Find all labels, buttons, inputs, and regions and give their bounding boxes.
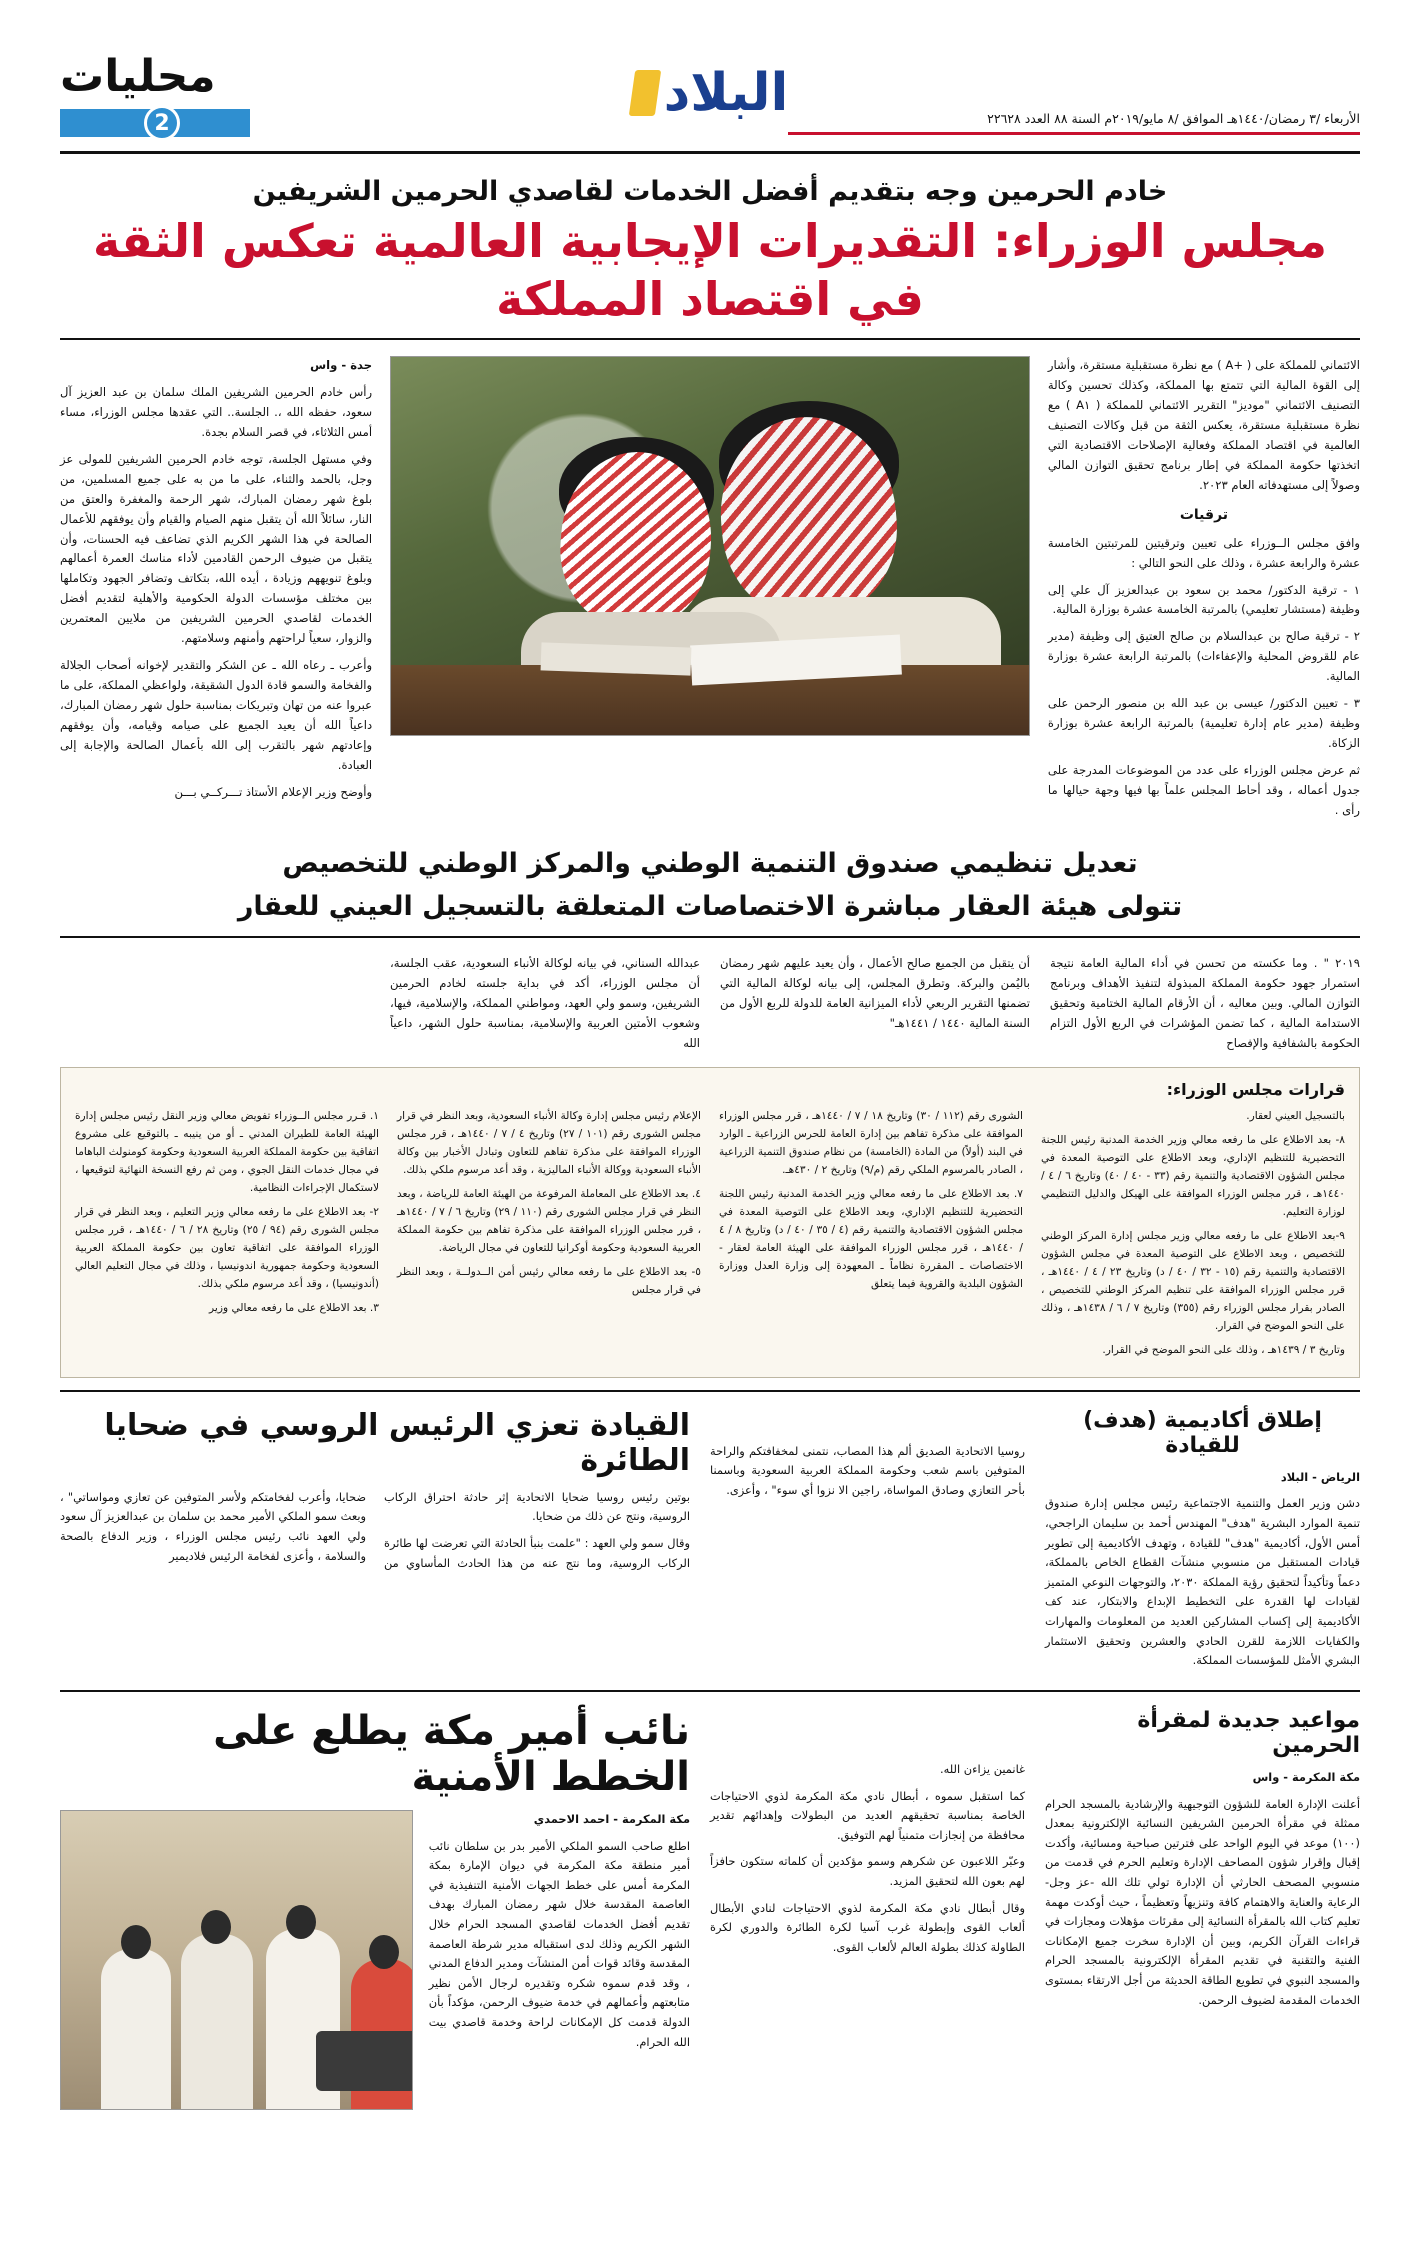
article-condolences [60, 1408, 690, 1678]
dateline: مكة المكرمة - احمد الاحمدي [533, 1811, 690, 1826]
paragraph: ٣ - تعيين الدكتور/ عيسى بن عبد الله بن منصور الرحمن على وظيفة (مدير عام إدارة تعليمية) بالمرتبة الرابعة عشرة بوزارة الزكاة. [1047, 696, 1360, 751]
newspaper-logo [632, 55, 789, 123]
paragraph: أعلنت الإدارة العامة للشؤون التوجيهية والإرشادية بالمسجد الحرام ممثلة في مقرأة الحرمين الشريفين النسائية الإلكترونية بمعدل (١٠٠) موعد في اليوم الواحد على فترتين صباحية ومسائية، وأكدت إقبال وإقرار شؤون المصاحف الإدارة وتعليم الحرم في قدمت من منسوبي المصحف الحارثي أن الإدارة تولي تلك الله -عز وجل- الرعاية والعناية والاهتمام كافة وتنزيهاً وتعظيماً ، حيث أوكدت مهمة تعليم كتاب الله بالمقرأة النسائية إلى مقرئات مؤهلات ومجازات في قراءات القرآن الكريم، وبين أن الإدارة سخرت جميع الإمكانات الفنية والتقنية في تقديم المقرأة الإلكترونية بالمسجد الحرام والمسجد النبوي في تطويع الطاقة الحديثة من أجل الارتقاء بمستوى الخدمات المقدمة لضيوف الرحمن. [1045, 1796, 1360, 2007]
masthead [60, 0, 1360, 137]
paragraph: ٣. بعد الاطلاع على ما رفعه معالي وزير [209, 1301, 379, 1314]
continuation-col-1 [60, 954, 370, 1061]
paragraph: ٢ - ترقية صالح بن عبدالسلام بن صالح العتيق إلى وظيفة (مدير عام للقروض المحلية والإعفاءات) بالمرتبة الرابعة عشرة بوزارة المالية. [1047, 629, 1360, 684]
page-number-bar [60, 109, 250, 137]
article-makkah-deputy [60, 1708, 690, 2110]
decisions-col-4 [1041, 1107, 1345, 1365]
paragraph: الشورى رقم (١١٢ / ٣٠) وتاريخ ١٨ / ٧ / ١٤٤٠هـ ، قرر مجلس الوزراء الموافقة على مذكرة تفاهم بين إدارة العامة للحرس الزراعية ـ الوارد في البند (أولاً) من المادة (الخامسة) من نظام صندوق التنمية الزراعية ، الصادر بالمرسوم الملكي رقم (م/٩) وتاريخ ٢ / ٤٣٠هـ. [719, 1109, 1023, 1176]
article-title: نائب أمير مكة يطلع على الخطط الأمنية [213, 1707, 690, 1800]
dateline: مكة المكرمة - واس [1252, 1769, 1360, 1784]
paragraph: ٢٠١٩ " . وما عكسته من تحسن في أداء المالية العامة نتيجة استمرار جهود حكومة المملكة المبذولة لتنفيذ الأهداف وبرنامج التوازن المالي. وبين معاليه ، أن الأرقام المالية الختامية وتحقيق الاستدامة المالية ، كما تضمن المؤشرات في الربع الأول التزام الحكومة بالشفافية والإفصاح [1050, 956, 1360, 1050]
paragraph: ثم عرض مجلس الوزراء على عدد من الموضوعات المدرجة على جدول أعماله ، وقد أحاط المجلس علماً بها فيها وجهة حيالها ما رأى . [1047, 763, 1360, 817]
issue-date: الأربعاء /٣ رمضان/١٤٤٠هـ الموافق /٨ مايو/٢٠١٩م السنة ٨٨ العدد ٢٢٦٢٨ [987, 111, 1360, 126]
article-condolences-col2 [710, 1408, 1025, 1678]
article-maqraah [1045, 1708, 1360, 2110]
paragraph: وقال أبطال نادي مكة المكرمة لذوي الاحتياجات لنادي الأبطال ألعاب القوى وإبطولة غرب آسيا لكرة الطائرة والدوري لكرة الطاولة كذلك بطولة العالم لألعاب القوى. [710, 1900, 1025, 1954]
paragraph: ١. قـرر مجلس الــوزراء تفويض معالي وزير النقل رئيس مجلس إدارة الهيئة العامة للطيران المدني ـ أو من ينيبه ـ بالتوقيع على مشروع اتفاقية بين حكومة المملكة العربية السعودية وحكومة كومنولث الباهاما في مجال خدمات النقل الجوي ، ومن ثم رفع النسخة النهائية لتوقيعها ، لاستكمال الإجراءات النظامية. [75, 1109, 379, 1194]
paragraph: الائتماني للمملكة على ( +A ) مع نظرة مستقبلية مستقرة، وأشار إلى القوة المالية التي تتمتع بها المملكة، وكذلك تحسين وكالة التصنيف الائتماني "موديز" التقرير الائتماني للمملكة ( A١ ) مع نظرة مستقبلية مستقرة، يعكس الثقة من قبل وكالات التصنيف العالمية في اقتصاد المملكة وفعالية الإصلاحات الاقتصادية التي اتخذتها حكومة المملكة في إطار برنامج تحقيق التوازن المالي وصولاً إلى مستهدفاته العام ٢٠٢٣. [1047, 358, 1361, 492]
bottom-section [60, 1708, 1360, 2110]
paragraph: بوتين رئيس روسيا ضحايا الاتحادية إثر حادثة احتراق الركاب الروسية، ونتج عن ذلك من ضحايا. [384, 1489, 690, 1524]
mid-section [60, 1408, 1360, 1678]
section-divider-2 [60, 1690, 1360, 1692]
continuation-col-2 [390, 954, 700, 1061]
article-title: مواعيد جديدة لمقرأة الحرمين [1137, 1707, 1360, 1758]
cabinet-decisions-box [60, 1067, 1360, 1378]
paragraph: ٤. بعد الاطلاع على المعاملة المرفوعة من الهيئة العامة للرياضة ، وبعد النظر في قرار مجلس الشورى رقم (١١٠ / ٢٩) وتاريخ ٦ / ٧ / ١٤٤٠هـ ، قرر مجلس الوزراء الموافقة على مذكرة تفاهم بين حكومة المملكة العربية السعودية وحكومة أوكرانيا للتعاون في مجال الرياضة. [397, 1187, 701, 1254]
masthead-rule [60, 151, 1360, 154]
lead-photo [390, 356, 1030, 736]
masthead-date-block [788, 55, 1360, 135]
photo-head [121, 1925, 151, 1959]
photo-head [286, 1905, 316, 1939]
lead-kicker: خادم الحرمين وجه بتقديم أفضل الخدمات لقاصدي الحرمين الشريفين [252, 176, 1168, 207]
paragraph: وأعرب ـ رعاه الله ـ عن الشكر والتقدير لإخوانه أصحاب الجلالة والفخامة والسمو قادة الدول الشقيقة، ولواعظي المملكة، على ما عبروا عنه من تهان وتبريكات بمناسبة حلول شهر رمضان المبارك، داعياً الله أن يعيد الجميع على صيامه وقيامه، وأن يوفقهم وإعادتهم شهر بالتقرب إلى الله بأعمال الصالحة والإجابة إلى العبادة. [60, 658, 373, 772]
paragraph: وافق مجلس الــوزراء على تعيين وترقيتين للمرتبتين الخامسة عشرة والرابعة عشرة ، وذلك على النحو التالي : [1047, 535, 1360, 570]
paragraph: ١ - ترقية الدكتور/ محمد بن سعود بن عبدالعزيز آل علي إلى وظيفة (مستشار تعليمي) بالمرتبة الخامسة عشرة بوزارة المالية. [1047, 582, 1360, 617]
lead-continuation [60, 954, 1360, 1061]
decisions-col-2 [397, 1107, 701, 1365]
paragraph: بالتسجيل العيني لعقار. [1246, 1109, 1345, 1122]
paragraph: وعبّر اللاعبون عن شكرهم وسمو مؤكدين أن كلماته ستكون حافزاً لهم بعون الله لتحقيق المزيد. [710, 1854, 1025, 1888]
makkah-meeting-photo [60, 1810, 413, 2110]
photo-person [181, 1934, 253, 2109]
date-underline [788, 132, 1360, 135]
lead-right-column [60, 356, 372, 828]
paragraph: ٥- بعد الاطلاع على ما رفعه معالي رئيس أمن الــدولــة ، وبعد النظر في قرار مجلس [397, 1265, 701, 1296]
banner-headline-1: تعديل تنظيمي صندوق التنمية الوطني والمركز الوطني للتخصيص [282, 847, 1138, 879]
photo-papers-2 [541, 642, 692, 675]
paragraph: روسيا الاتحادية الصديق ألم هذا المصاب، نتمنى لمخفافتكم والراحة المتوفين باسم شعب وحكومة المملكة العربية السعودية وباسمنا بأحر التعازي وصادق المواساة، راجين الا نزوا أي سوء" ، وأعزى. [710, 1443, 1025, 1498]
lead-photo-wrap [390, 356, 1030, 828]
logo-mark-icon [628, 70, 660, 116]
paragraph: وأوضح وزير الإعلام الأستاذ تـــركــي بـــن [174, 784, 373, 799]
dateline: الرياض - البلاد [1280, 1469, 1360, 1484]
paragraph: غانمين يزاءن الله. [939, 1761, 1025, 1776]
article-hadaf-academy [1045, 1408, 1360, 1678]
logo-text: البلاد [663, 63, 789, 123]
lead-headline: مجلس الوزراء: التقديرات الإيجابية العالمية تعكس الثقة في اقتصاد المملكة [93, 214, 1327, 326]
continuation-col-4 [1050, 954, 1360, 1061]
article-title: القيادة تعزي الرئيس الروسي في ضحايا الطائرة [104, 1407, 690, 1478]
article-text [429, 1810, 690, 2110]
paragraph: ٧. بعد الاطلاع على ما رفعه معالي وزير الخدمة المدنية رئيس اللجنة التحضيرية للتنظيم الإداري، وبعد الاطلاع على التوصية المعدة في مجلس الشؤون الاقتصادية والتنمية رقم (٤ / ٣٥ / ٤٠ / د) وتاريخ ٨ / ٤ / ١٤٤٠هـ ، قرر مجلس الوزراء الموافقة على الهيئة العامة لعقار - الاختصاصات ـ المقررة نظاماً ـ المعهودة إلى وزارة العدل ووزارة الشؤون البلدية والقروية فيما يتعلق [719, 1187, 1023, 1290]
photo-table [316, 2031, 413, 2091]
paragraph: ٨- بعد الاطلاع على ما رفعه معالي وزير الخدمة المدنية رئيس اللجنة التحضيرية للتنظيم الإداري، وبعد الاطلاع على التوصية المعدة في مجلس الشؤون الاقتصادية والتنمية رقم (٣٣ - ٤٠ / ٤٠) وتاريخ ٦ / ٤ / ١٤٤٠هـ ، قرر مجلس الوزراء الموافقة على الهيكل والدليل التنظيمي لوزارة التعليم. [1041, 1133, 1345, 1218]
paragraph: ٩-بعد الاطلاع على ما رفعه معالي وزير مجلس إدارة المركز الوطني للتخصيص ، وبعد الاطلاع على التوصية المعدة في مجلس الشؤون الاقتصادية والتنمية رقم (١٥ - ٣٢ / ٤٠ / د) وتاريخ ٢٣ / ٤ / ١٤٤٠هـ ، قرر مجلس الوزراء الموافقة على تنظيم المركز الوطني للتخصيص ، الصادر بقرار مجلس الوزراء رقم (٣٥٥) وتاريخ ٧ / ٦ / ١٤٣٨هـ ، وذلك على النحو الموضح في القرار. [1041, 1229, 1346, 1332]
paragraph: كما استقبل سموه ، أبطال نادي مكة المكرمة لذوي الاحتياجات الخاصة بمناسبة تحقيقهم العديد من البطولات وإهدائهم تقدير محافظة من إنجازات متمنياً لهم التوفيق. [710, 1788, 1025, 1842]
paragraph: وقال سمو ولي العهد : "علمت بنبأ الحادثة التي تعرضت لها طائرة الركاب الروسية، وما نتج عنه من هذا الحادث المأساوي من ضحايا، وأعرب لفخامتكم ولأسر المتوفين عن تعازي ومواساتي" ، وبعث سمو الملكي الأمير محمد بن سلمان بن عبدالعزيز آل سعود ولي العهد نائب رئيس مجلس الوزراء ، وزير الدفاع بالصحة والسلامة ، وأعزى لفخامة الرئيس فلاديمير [60, 1489, 690, 1570]
paragraph: وتاريخ ٣ / ١٤٣٩هـ ، وذلك على النحو الموضح في القرار. [1102, 1343, 1345, 1356]
paragraph: وفي مستهل الجلسة، توجه خادم الحرمين الشريفين للمولى عز وجل، بالحمد والثناء، على ما من به على جميع المسلمين، من بلوغ شهر رمضان المبارك، شهر الرحمة والمغفرة والعتق من النار، سائلاً الله أن يتقبل منهم الصيام والقيام وأن يوفقهم للأعمال الصالحة في هذا الشهر الكريم الذي تضاعف فيه الحسنات، وأن يتقبل من ضيوف الرحمن القادمين لأداء مناسك العمرة أعمالهم وبلوغ تنويههم وزيادة ، أيده الله، بتكاتف وتضافر الجهود وتكاملها بين مختلف مؤسسات الدولة الحكومية والأهلية لتقديم أفضل الخدمات لقاصدي الحرمين الشريفين من ملايين المعتمرين والزوار، سعياً لراحتهم وأمنهم وسلامتهم. [60, 451, 373, 646]
dateline: جدة - واس [310, 358, 373, 372]
headline-rule [60, 338, 1360, 340]
photo-head [201, 1910, 231, 1944]
page-number: 2 [144, 105, 180, 141]
paragraph: أن يتقبل من الجميع صالح الأعمال ، وأن يعيد عليهم شهر رمضان باليُمن والبركة. وتطرق المجلس، إلى بيانه لوكالة المالية التي تضمنها التقرير الربعي لأداء الميزانية العامة للدولة للربع الأول من السنة المالية ١٤٤٠ / ١٤٤١هـ" [720, 956, 1030, 1030]
decisions-col-3 [719, 1107, 1023, 1365]
section-divider-1 [60, 1390, 1360, 1392]
subheading: ترقيات [1179, 506, 1229, 523]
cabinet-decisions-title: قرارات مجلس الوزراء: [1166, 1079, 1345, 1099]
photo-person [101, 1949, 171, 2109]
paragraph: عبدالله السناني، في بيانه لوكالة الأنباء السعودية، عقب الجلسة، أن مجلس الوزراء، أكد في بداية جلسته لخادم الحرمين الشريفين، وسمو ولي العهد، ومواطني المملكة، والإسلامية، فيها، وشعوب الأمتين العربية والإسلامية، بمناسبة حلول الشهر، داعياً الله [390, 956, 700, 1050]
lead-left-column [1048, 356, 1360, 828]
paragraph: ٢- بعد الاطلاع على ما رفعه معالي وزير التعليم ، وبعد النظر في قرار مجلس الشورى رقم (٩٤ / ٢٥) وتاريخ ٢٨ / ٦ / ١٤٤٠هـ ، قرر مجلس الوزراء الموافقة على اتفاقية تعاون بين حكومة المملكة العربية السعودية وحكومة جمهورية اندونيسيا ، وذلك في مجال التعليم العالي (أندونيسيا) ، وقد أعد مرسوم ملكي بذلك. [75, 1205, 379, 1290]
section-block [60, 51, 632, 137]
section-title: محليات [60, 51, 216, 102]
lead-grid [60, 356, 1360, 828]
paragraph: دشن وزير العمل والتنمية الاجتماعية رئيس مجلس إدارة صندوق تنمية الموارد البشرية "هدف" المهندس أحمد بن سليمان الراجحي، أمس الأول، أكاديمية "هدف" للقيادة ، وتهدف الأكاديمية إلى تطوير قيادات المستقبل من منسوبي منشآت القطاع الخاص بالمملكة، دعماً وتأكيداً لتحقيق رؤية المملكة ٢٠٣٠، والتوجهات النوعي المتميز لقيادات لها القدرة على التخطيط الإبداع والابتكار، عند كف الأكاديمية إلى إكساب المشاركين العديد من المعلومات والمهارات والكفايات اللازمة للقرن الحادي والعشرين وتحقيق الاستثمار البشري الأمثل للمؤسسات المملكة. [1045, 1496, 1360, 1668]
article-makkah-deputy-col2 [710, 1708, 1025, 2110]
continuation-col-3 [720, 954, 1030, 1061]
paragraph: الإعلام رئيس مجلس إدارة وكالة الأنباء السعودية، وبعد النظر في قرار مجلس الشورى رقم (١٠١ / ٢٧) وتاريخ ٤ / ٧ / ١٤٤٠هـ ، قرر مجلس الوزراء الموافقة على مذكرة تفاهم للتعاون وتبادل الأخبار بين وكالة الأنباء السعودية ووكالة الأنباء الماليزية ، وقد أعد مرسوم ملكي بذلك. [397, 1109, 701, 1176]
decisions-col-1 [75, 1107, 379, 1365]
banner-headline-2: تتولى هيئة العقار مباشرة الاختصاصات المتعلقة بالتسجيل العيني للعقار [237, 890, 1183, 922]
article-title: إطلاق أكاديمية (هدف) للقيادة [1083, 1407, 1322, 1458]
banner-rule [60, 936, 1360, 938]
cabinet-decisions-grid [75, 1107, 1345, 1365]
paragraph: رأس خادم الحرمين الشريفين الملك سلمان بن عبد العزيز آل سعود، حفظه الله ،. الجلسة.. التي عقدها مجلس الوزراء، مساء أمس الثلاثاء، في قصر السلام بجدة. [60, 384, 373, 439]
photo-head [369, 1935, 399, 1969]
paragraph: اطلع صاحب السمو الملكي الأمير بدر بن سلطان نائب أمير منطقة مكة المكرمة في ديوان الإمارة بمكة المكرمة أمس على خطط الجهات الأمنية التنفيذية في العاصمة المقدسة خلال شهر رمضان المبارك بهدف تقديم أفضل الخدمات لقاصدي المسجد الحرام خلال الشهر الكريم وذلك لدى استقباله مدير شرطة العاصمة المقدسة وقائد قوات أمن المنشآت ومدير الدفاع المدني ، وقد قدم سموه شكره وتقديره لرجال الأمن نظير متابعتهم وأعمالهم في خدمة ضيوف الرحمن، مؤكداً بأن الدولة قدمت كل الإمكانات لراحة وخدمة قاصدي بيت الله الحرام. [428, 1838, 690, 2049]
